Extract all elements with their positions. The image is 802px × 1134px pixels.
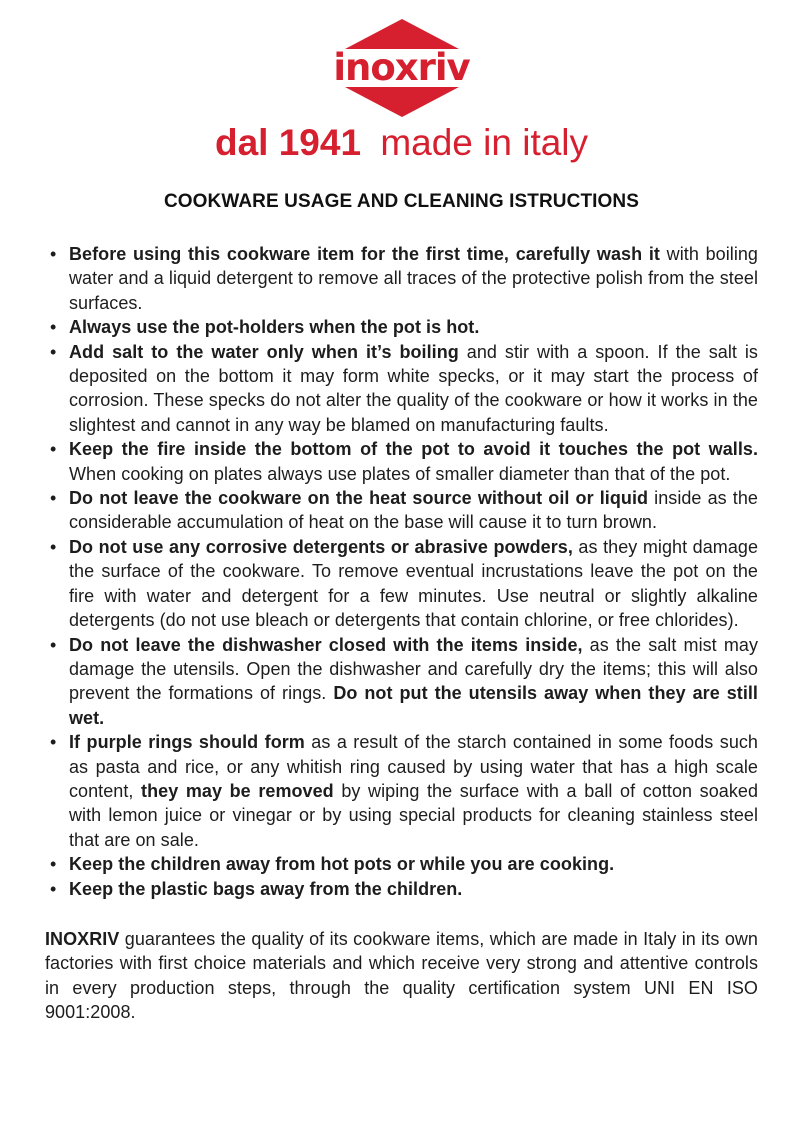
instruction-item-dishwasher	[45, 633, 758, 731]
instruction-item-corrosive-detergents	[45, 535, 758, 633]
text-segment: Add salt to the water only when it’s boiling	[69, 341, 459, 362]
text-segment: and stir with a spoon. If the salt is deposited on the bottom it may form white specks, or it may start the process of corrosion. These specks do not alter the quality of the cookware or how it works in the slightest and cannot in any way be blamed on manufacturing faults.	[69, 341, 758, 435]
text-segment: Keep the plastic bags away from the children.	[69, 878, 463, 899]
text-segment: Do not leave the cookware on the heat source without oil or liquid	[69, 488, 649, 509]
text-segment: Do not leave the dishwasher closed with the items inside,	[69, 634, 583, 655]
text-segment: as a result of the starch contained in some foods such as pasta and rice, or any whitish ring caused by using water that has a high scale content,	[69, 732, 758, 801]
brand-tagline	[45, 122, 758, 164]
logo-diamond-top-icon	[345, 19, 459, 49]
instruction-item-purple-rings	[45, 730, 758, 852]
text-segment: When cooking on plates always use plates of smaller diameter than that of the pot.	[69, 463, 731, 484]
text-segment: Keep the children away from hot pots or while you are cooking.	[69, 854, 615, 875]
text-segment: as the salt mist may damage the utensils. Open the dishwasher and carefully dry the items; this will also prevent the formations of rings.	[69, 634, 758, 704]
text-segment: with boiling water and a liquid detergent to remove all traces of the protective polish from the steel surfaces.	[69, 244, 758, 313]
instruction-item-heat-source	[45, 486, 758, 535]
text-segment: by wiping the surface with a ball of cotton soaked with lemon juice or vinegar or by using special products for cleaning stainless steel that are on sale.	[69, 780, 759, 850]
text-segment: as they might damage the surface of the cookware. To remove eventual incrustations leave the pot on the fire with water and detergent for a few minutes. Use neutral or slightly alkaline detergents (do not use bleach or detergents that contain chlorine, or free chlorides).	[69, 536, 759, 631]
instruction-list	[45, 242, 758, 901]
brand-logo	[45, 19, 758, 164]
logo-diamond-bottom-icon	[345, 87, 459, 117]
instruction-item-plastic-bags	[45, 877, 758, 901]
text-segment: INOXRIV	[45, 928, 120, 949]
text-segment: Do not use any corrosive detergents or abrasive powders,	[69, 536, 573, 557]
text-segment: they may be removed	[141, 780, 334, 801]
page-title: COOKWARE USAGE AND CLEANING ISTRUCTIONS	[163, 191, 640, 212]
tagline-dal-1941: dal 1941	[214, 122, 362, 163]
text-segment: Before using this cookware item for the first time, carefully wash it	[69, 244, 660, 264]
text-segment: Always use the pot-holders when the pot is hot.	[69, 317, 480, 338]
instruction-item-children-pots	[45, 852, 758, 876]
text-segment: Keep the fire inside the bottom of the pot to avoid it touches the pot walls.	[69, 439, 758, 460]
brand-name: inoxriv	[333, 46, 470, 89]
text-segment: Do not put the utensils away when they are still wet.	[69, 683, 758, 728]
text-segment: guarantees the quality of its cookware items, which are made in Italy in its own factories with first choice materials and which receive very strong and attentive controls in every production steps, through the quality certification system UNI EN ISO 9001:2008.	[45, 928, 758, 1023]
guarantee-paragraph	[45, 927, 758, 1025]
instruction-item-pot-holders	[45, 315, 758, 339]
instruction-item-fire-bottom	[45, 437, 758, 486]
text-segment: inside as the considerable accumulation of heat on the base will cause it to turn brown.	[69, 488, 758, 533]
instruction-item-add-salt	[45, 340, 758, 438]
instruction-item-first-wash	[45, 242, 758, 315]
text-segment: If purple rings should form	[69, 732, 305, 753]
tagline-made-in-italy: made in italy	[380, 122, 589, 163]
